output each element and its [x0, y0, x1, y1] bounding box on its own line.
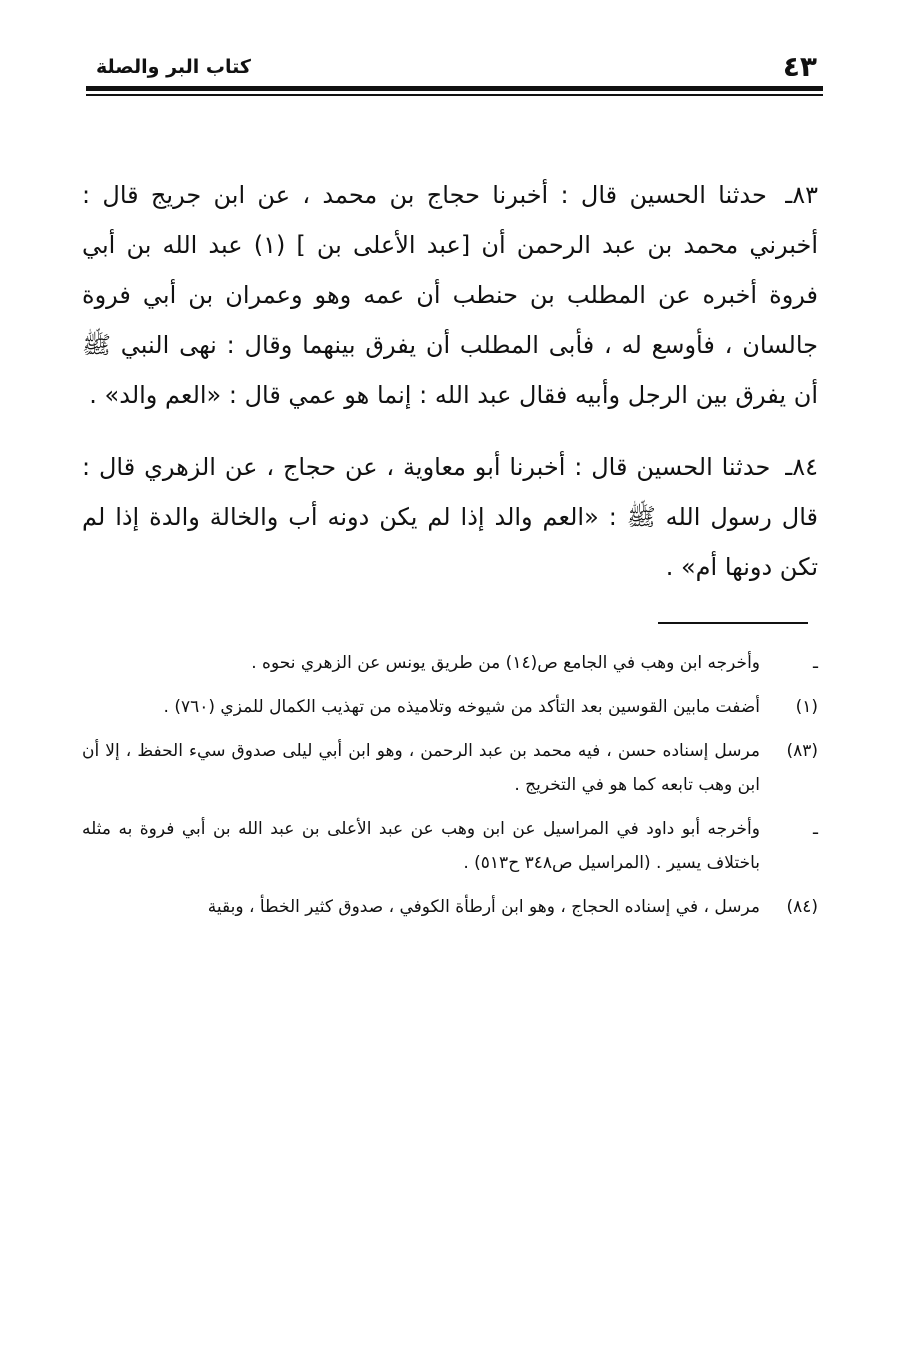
header-rule-thick	[86, 86, 823, 91]
hadith-paragraph	[82, 442, 818, 592]
footnote	[82, 812, 818, 880]
footnote-text: مرسل ، في إسناده الحجاج ، وهو ابن أرطأة الكوفي ، صدوق كثير الخطأ ، وبقية	[207, 897, 760, 917]
footnote-mark: (١)	[795, 697, 818, 717]
hadith-number: ٨٤ـ	[785, 453, 818, 481]
footnotes	[82, 646, 818, 934]
footnote	[82, 690, 818, 724]
footnote-text: وأخرجه أبو داود في المراسيل عن ابن وهب عن عبد الأعلى بن عبد الله بن أبي فروة به مثله باختلاف يسير . (المراسيل ص٣٤٨ ح٥١٣) .	[82, 819, 760, 873]
footnote-mark: ـ	[813, 819, 818, 839]
running-header	[88, 52, 823, 82]
book-title: كتاب البر والصلة	[96, 56, 251, 78]
footnote-mark: ـ	[813, 653, 818, 673]
hadith-number: ٨٣ـ	[785, 181, 818, 209]
footnote-mark: (٨٣)	[786, 741, 818, 761]
page-number: ٤٣	[782, 50, 817, 83]
footnote-text: وأخرجه ابن وهب في الجامع ص(١٤) من طريق يونس عن الزهري نحوه .	[251, 653, 760, 673]
footnote-separator	[658, 622, 808, 624]
hadith-text: حدثنا الحسين قال : أخبرنا أبو معاوية ، عن حجاج ، عن الزهري قال : قال رسول الله ﷺ : «العم والد إذا لم يكن دونه أب والخالة والدة إذا لم تكن دونها أم» .	[82, 453, 818, 581]
header-rule-thin	[86, 94, 823, 96]
footnote	[82, 646, 818, 680]
footnote-text: مرسل إسناده حسن ، فيه محمد بن عبد الرحمن ، وهو ابن أبي ليلى صدوق سيء الحفظ ، إلا أن ابن وهب تابعه كما هو في التخريج .	[82, 741, 760, 795]
footnote-text: أضفت مابين القوسين بعد التأكد من شيوخه وتلاميذه من تهذيب الكمال للمزي (٧٦٠) .	[163, 697, 760, 717]
hadith-paragraph	[82, 170, 818, 420]
footnote	[82, 890, 818, 924]
footnote	[82, 734, 818, 802]
main-text	[82, 170, 818, 614]
footnote-mark: (٨٤)	[786, 897, 818, 917]
hadith-text: حدثنا الحسين قال : أخبرنا حجاج بن محمد ، عن ابن جريج قال : أخبرني محمد بن عبد الرحمن أن [عبد الأعلى بن ] (١) عبد الله بن أبي فروة أخبره عن المطلب بن حنطب أن عمه وهو وعمران بن أبي فروة جالسان ، فأوسع له ، فأبى المطلب أن يفرق بينهما وقال : نهى النبي ﷺ أن يفرق بين الرجل وأبيه فقال عبد الله : إنما هو عمي قال : «العم والد» .	[82, 181, 818, 409]
